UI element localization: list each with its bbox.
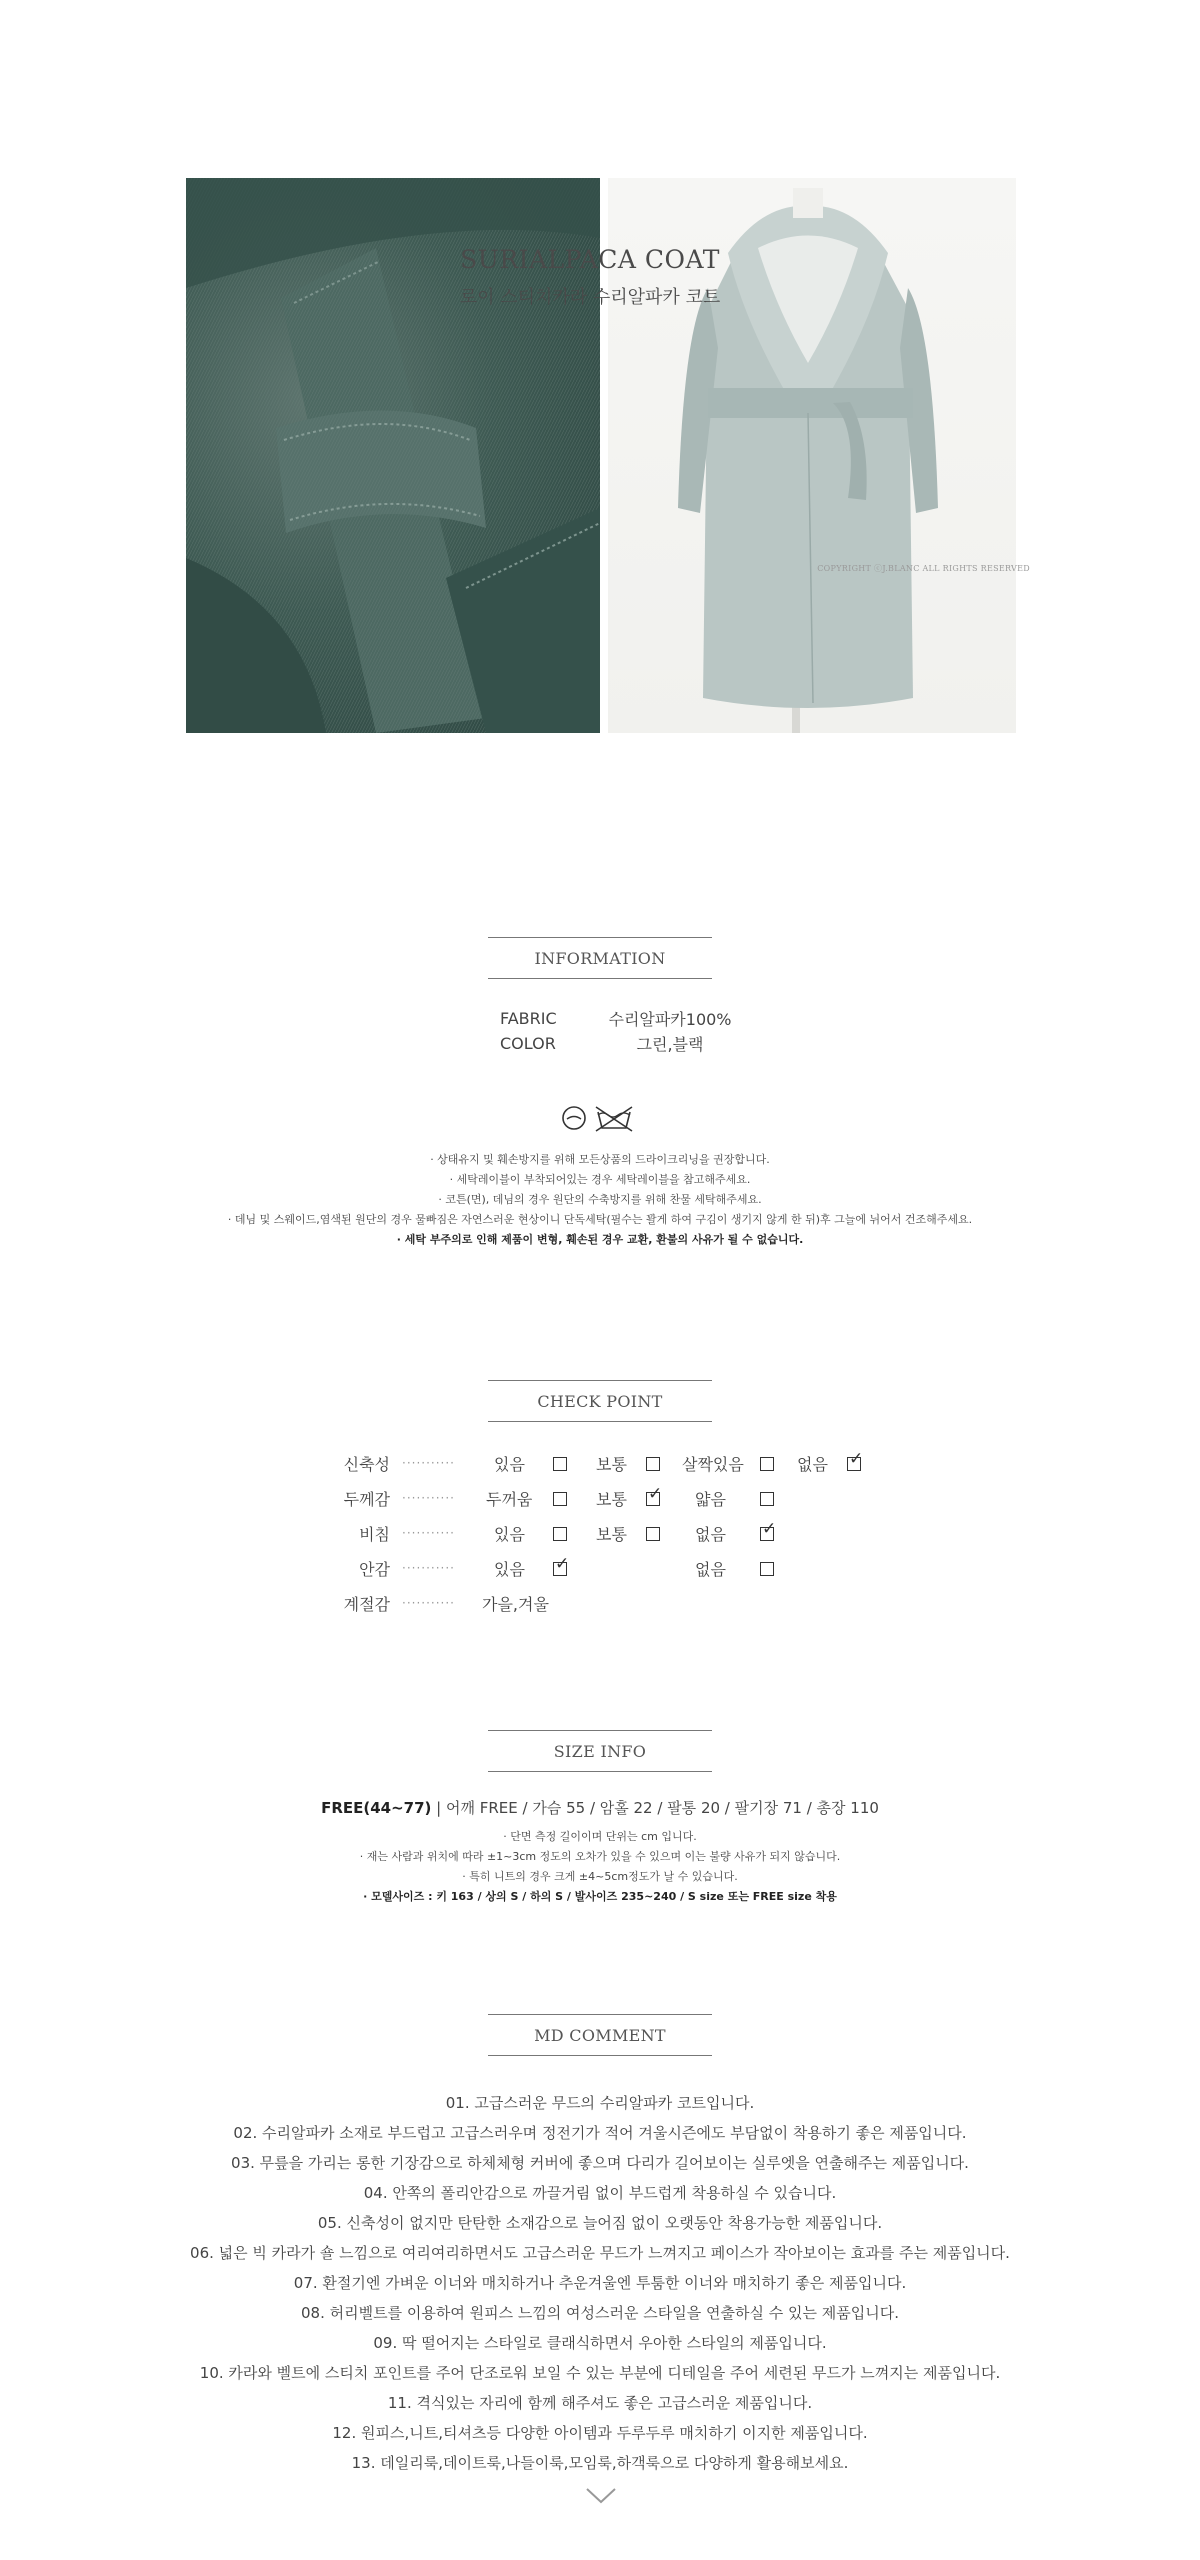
info-label: COLOR	[500, 1034, 556, 1053]
size-measurements	[150, 1797, 1050, 1818]
md-comment-item: 02. 수리알파카 소재로 부드럽고 고급스러우며 정전기가 적어 겨울시즌에도 부담없이 착용하기 좋은 제품입니다.	[233, 2124, 967, 2142]
md-comment-item: 06. 넓은 빅 카라가 숄 느낌으로 여리여리하면서도 고급스러운 무드가 느껴지고 페이스가 작아보이는 효과를 주는 제품입니다.	[190, 2244, 1010, 2262]
info-row-color	[500, 1031, 760, 1056]
check-icon: ✓	[555, 1554, 570, 1574]
check-label: 계절감	[343, 1595, 390, 1614]
md-comment-list	[100, 2088, 1100, 2478]
dot-leader: ···········	[402, 1456, 455, 1470]
dry-clean-icon	[563, 1107, 585, 1129]
checkbox[interactable]	[760, 1492, 774, 1506]
checkbox-checked[interactable]	[646, 1484, 663, 1506]
md-comment-item: 09. 딱 떨어지는 스타일로 클래식하면서 우아한 스타일의 제품입니다.	[373, 2334, 827, 2352]
option-label: 없음	[797, 1455, 828, 1474]
info-row-fabric	[500, 1006, 760, 1031]
check-row-thickness	[320, 1483, 920, 1513]
check-label: 비침	[359, 1525, 390, 1544]
size-note: · 재는 사람과 위치에 따라 ±1~3cm 정도의 오차가 있을 수 있으며 이는 불량 사유가 되지 않습니다.	[359, 1850, 841, 1863]
season-value: 가을,겨울	[482, 1595, 549, 1614]
md-comment-item: 13. 데일리룩,데이트룩,나들이룩,모임룩,하객룩으로 다양하게 활용해보세요.	[351, 2454, 849, 2472]
check-point-heading: CHECK POINT	[488, 1380, 712, 1422]
checkbox-checked[interactable]	[553, 1554, 570, 1576]
info-value: 그린,블랙	[636, 1035, 704, 1054]
md-comment-item: 11. 격식있는 자리에 함께 해주셔도 좋은 고급스러운 제품입니다.	[387, 2394, 813, 2412]
care-icons	[560, 1102, 644, 1132]
checkbox[interactable]	[553, 1492, 567, 1506]
option-label: 있음	[494, 1455, 525, 1474]
size-values: | 어깨 FREE / 가슴 55 / 암홀 22 / 팔통 20 / 팔기장 71 / 총장 110	[431, 1799, 879, 1817]
no-wash-icon	[596, 1107, 632, 1131]
check-icon: ✓	[849, 1449, 864, 1469]
dot-leader: ···········	[402, 1526, 455, 1540]
option-label: 없음	[695, 1525, 726, 1544]
checkbox[interactable]	[760, 1457, 774, 1471]
information-heading: INFORMATION	[488, 937, 712, 979]
md-comment-item: 04. 안쪽의 폴리안감으로 까끌거림 없이 부드럽게 착용하실 수 있습니다.	[363, 2184, 837, 2202]
option-label: 있음	[494, 1525, 525, 1544]
product-subtitle: 로이 스티치카라 수리알파카 코트	[459, 287, 721, 308]
check-label: 안감	[359, 1560, 390, 1579]
option-label: 얇음	[695, 1490, 726, 1509]
check-row-lining	[320, 1553, 920, 1583]
size-note: · 단면 측정 길이이며 단위는 cm 입니다.	[503, 1830, 697, 1843]
check-row-sheerness	[320, 1518, 920, 1548]
dot-leader: ···········	[402, 1491, 455, 1505]
checkbox-checked[interactable]	[847, 1449, 864, 1471]
product-title: SURIALPACA COAT	[460, 245, 720, 274]
checkbox[interactable]	[760, 1562, 774, 1576]
check-row-stretch	[320, 1448, 920, 1478]
checkbox[interactable]	[553, 1527, 567, 1541]
info-label: FABRIC	[500, 1009, 557, 1028]
care-notes	[150, 1150, 1050, 1250]
checkbox[interactable]	[646, 1457, 660, 1471]
copyright-notice: COPYRIGHT ⓒJ.BLANC ALL RIGHTS RESERVED	[817, 564, 1030, 573]
dot-leader: ···········	[402, 1561, 455, 1575]
care-note: · 데님 및 스웨이드,염색된 원단의 경우 물빠짐은 자연스러운 현상이니 단독세탁(필수는 꽐게 하여 구김이 생기지 않게 한 뒤)후 그늘에 뉘어서 건조해주세요.	[227, 1213, 973, 1226]
dot-leader: ···········	[402, 1596, 455, 1610]
md-comment-item: 03. 무릎을 가리는 롱한 기장감으로 하체체형 커버에 좋으며 다리가 길어보이는 실루엣을 연출해주는 제품입니다.	[231, 2154, 969, 2172]
check-row-season	[320, 1588, 920, 1618]
md-comment-item: 07. 환절기엔 가벼운 이너와 매치하거나 추운겨울엔 투툼한 이너와 매치하기 좋은 제품입니다.	[293, 2274, 907, 2292]
information-table	[500, 1006, 760, 1056]
checkbox-checked[interactable]	[760, 1519, 777, 1541]
care-note: · 상태유지 및 훼손방지를 위해 모든상품의 드라이크리닝을 권장합니다.	[430, 1153, 770, 1166]
checkbox[interactable]	[646, 1527, 660, 1541]
size-note: · 특히 니트의 경우 크게 ±4~5cm정도가 날 수 있습니다.	[462, 1870, 738, 1883]
option-label: 보통	[596, 1455, 627, 1474]
md-comment-item: 12. 원피스,니트,티셔츠등 다양한 아이템과 두루두루 매치하기 이지한 제품입니다.	[332, 2424, 868, 2442]
option-label: 있음	[494, 1560, 525, 1579]
care-warning: · 세탁 부주의로 인해 제품이 변형, 훼손된 경우 교환, 환불의 사유가 될 수 없습니다.	[396, 1233, 804, 1246]
size-info-heading: SIZE INFO	[488, 1730, 712, 1772]
info-value: 수리알파카100%	[608, 1010, 732, 1029]
checkbox[interactable]	[553, 1457, 567, 1471]
care-note: · 코튼(면), 데님의 경우 원단의 수축방지를 위해 찬물 세탁해주세요.	[438, 1193, 762, 1206]
md-comment-item: 08. 허리벨트를 이용하여 원피스 느낌의 여성스러운 스타일을 연출하실 수 있는 제품입니다.	[301, 2304, 899, 2322]
option-label: 보통	[596, 1525, 627, 1544]
option-label: 보통	[596, 1490, 627, 1509]
model-size-info: · 모델사이즈 : 키 163 / 상의 S / 하의 S / 발사이즈 235~240 / S size 또는 FREE size 착용	[363, 1890, 837, 1903]
option-label: 두꺼움	[486, 1490, 533, 1509]
md-comment-heading: MD COMMENT	[488, 2014, 712, 2056]
option-label: 없음	[695, 1560, 726, 1579]
check-icon: ✓	[762, 1519, 777, 1539]
size-notes	[150, 1827, 1050, 1907]
md-comment-item: 01. 고급스러운 무드의 수리알파카 코트입니다.	[445, 2094, 755, 2112]
chevron-down-icon[interactable]	[585, 2486, 617, 2506]
check-label: 신축성	[343, 1455, 390, 1474]
md-comment-item: 05. 신축성이 없지만 탄탄한 소재감으로 늘어짐 없이 오랫동안 착용가능한 제품입니다.	[317, 2214, 883, 2232]
md-comment-item: 10. 카라와 벨트에 스티치 포인트를 주어 단조로워 보일 수 있는 부분에 디테일을 주어 세련된 무드가 느껴지는 제품입니다.	[199, 2364, 1001, 2382]
option-label: 살짝있음	[682, 1455, 744, 1474]
size-name: FREE(44~77)	[321, 1799, 432, 1817]
care-note: · 세탁레이블이 부착되어있는 경우 세탁레이블을 참고해주세요.	[449, 1173, 751, 1186]
check-icon: ✓	[648, 1484, 663, 1504]
check-label: 두께감	[343, 1490, 390, 1509]
